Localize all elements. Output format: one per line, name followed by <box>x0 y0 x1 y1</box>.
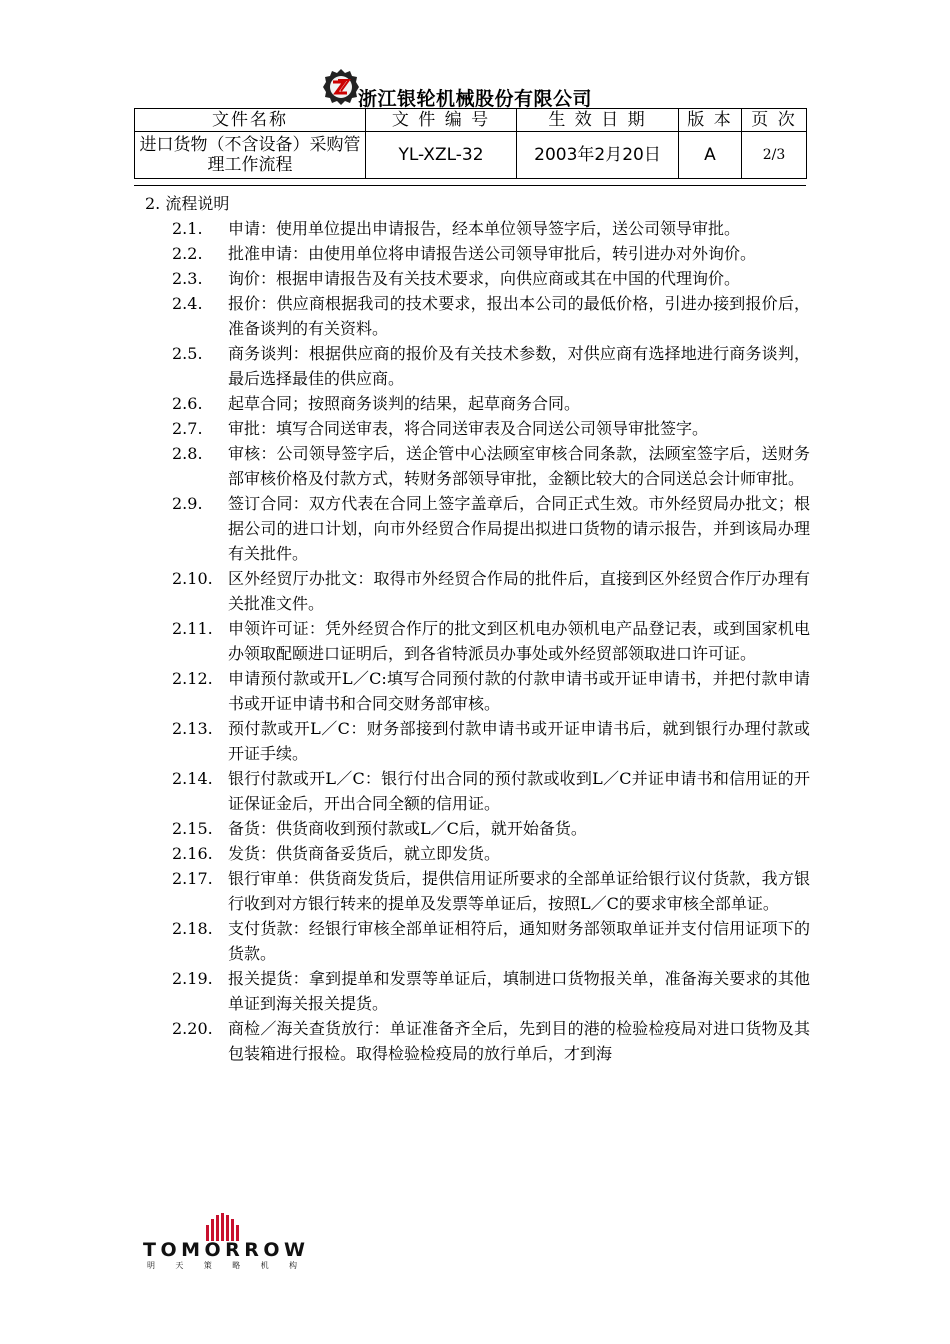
process-step <box>145 216 810 241</box>
step-text: 审核：公司领导签字后，送企管中心法顾室审核合同条款，法顾室签字后，送财务部审核价格及付款方式，转财务部领导审批，金额比较大的合同送总会计师审批。 <box>228 444 810 488</box>
step-text: 发货：供货商备妥货后，就立即发货。 <box>228 844 501 863</box>
step-number: 2.20. <box>172 1019 213 1038</box>
step-number: 2.3. <box>172 269 203 288</box>
step-text: 银行审单：供货商发货后，提供信用证所要求的全部单证给银行议付货款，我方银行收到对方银行转来的提单及发票等单证后，按照L／C的要求审核全部单证。 <box>228 869 810 913</box>
step-number: 2.10. <box>172 569 213 588</box>
process-step <box>145 841 810 866</box>
effective-date-value: 2003年2月20日 <box>517 132 679 179</box>
step-number: 2.13. <box>172 719 213 738</box>
step-number: 2.17. <box>172 869 213 888</box>
info-value-row <box>135 132 807 179</box>
step-text: 申领许可证：凭外经贸合作厅的批文到区机电办领机电产品登记表，或到国家机电办领取配颐进口证明后，到各省特派员办事处或外经贸部领取进口许可证。 <box>228 619 810 663</box>
file-code-value: YL-XZL-32 <box>366 132 517 179</box>
version-value: A <box>679 132 742 179</box>
process-steps-list <box>145 216 810 1066</box>
file-name-value: 进口货物（不含设备）采购管理工作流程 <box>135 132 366 179</box>
process-step <box>145 241 810 266</box>
process-step <box>145 716 810 766</box>
step-number: 2.7. <box>172 419 203 438</box>
tomorrow-logo-icon <box>143 1213 305 1269</box>
process-step <box>145 391 810 416</box>
step-number: 2.15. <box>172 819 213 838</box>
company-name: 浙江银轮机械股份有限公司 <box>358 88 593 110</box>
step-number: 2.5. <box>172 344 203 363</box>
step-number: 2.19. <box>172 969 213 988</box>
step-text: 支付货款：经银行审核全部单证相符后，通知财务部领取单证并支付信用证项下的货款。 <box>228 919 810 963</box>
step-text: 商检／海关查货放行：单证准备齐全后，先到目的港的检验检疫局对进口货物及其包装箱进行报检。取得检验检疫局的放行单后，才到海 <box>228 1019 810 1063</box>
process-step <box>145 766 810 816</box>
process-step <box>145 916 810 966</box>
step-text: 报价：供应商根据我司的技术要求，报出本公司的最低价格，引进办接到报价后，准备谈判的有关资料。 <box>228 294 810 338</box>
process-step <box>145 666 810 716</box>
header-page: 页 次 <box>742 109 807 132</box>
header-file-code: 文 件 编 号 <box>366 109 517 132</box>
step-number: 2.1. <box>172 219 203 238</box>
step-number: 2.4. <box>172 294 203 313</box>
process-step <box>145 616 810 666</box>
process-step <box>145 291 810 341</box>
process-step <box>145 816 810 841</box>
step-text: 申请：使用单位提出申请报告，经本单位领导签字后，送公司领导审批。 <box>228 219 741 238</box>
header-file-name: 文件名称 <box>135 109 366 132</box>
info-header-row <box>135 109 807 132</box>
step-text: 预付款或开L／C：财务部接到付款申请书或开证申请书后，就到银行办理付款或开证手续。 <box>228 719 810 763</box>
step-number: 2.9. <box>172 494 203 513</box>
step-text: 起草合同；按照商务谈判的结果，起草商务合同。 <box>228 394 581 413</box>
process-step <box>145 1016 810 1066</box>
process-section <box>145 191 810 1066</box>
step-number: 2.6. <box>172 394 203 413</box>
process-step <box>145 266 810 291</box>
document-info-table <box>134 108 807 179</box>
step-number: 2.18. <box>172 919 213 938</box>
step-text: 申请预付款或开L／C:填写合同预付款的付款申请书或开证申请书，并把付款申请书或开证申请书和合同交财务部审核。 <box>228 669 810 713</box>
page-value: 2/3 <box>742 132 807 179</box>
step-text: 审批：填写合同送审表，将合同送审表及合同送公司领导审批签字。 <box>228 419 709 438</box>
process-step <box>145 441 810 491</box>
process-step <box>145 491 810 566</box>
section-title: 2. 流程说明 <box>145 194 230 213</box>
step-text: 银行付款或开L／C：银行付出合同的预付款或收到L／C并证申请书和信用证的开证保证金后，开出合同全额的信用证。 <box>228 769 810 813</box>
header-version: 版 本 <box>679 109 742 132</box>
step-number: 2.8. <box>172 444 203 463</box>
step-text: 备货：供货商收到预付款或L／C后，就开始备货。 <box>228 819 587 838</box>
header-effective-date: 生 效 日 期 <box>517 109 679 132</box>
step-number: 2.12. <box>172 669 213 688</box>
step-number: 2.2. <box>172 244 203 263</box>
step-text: 批准申请：由使用单位将申请报告送公司领导审批后，转引进办对外询价。 <box>228 244 757 263</box>
process-step <box>145 566 810 616</box>
header-divider <box>134 185 806 186</box>
document-header <box>0 64 950 108</box>
step-text: 区外经贸厅办批文：取得市外经贸合作局的批件后，直接到区外经贸合作厅办理有关批准文件。 <box>228 569 810 613</box>
company-logo-icon <box>322 68 360 106</box>
process-step <box>145 416 810 441</box>
step-text: 报关提货：拿到提单和发票等单证后，填制进口货物报关单，准备海关要求的其他单证到海关报关提货。 <box>228 969 810 1013</box>
step-number: 2.11. <box>172 619 213 638</box>
logo-subtitle: 明 天 策 略 机 构 <box>147 1261 297 1269</box>
step-number: 2.16. <box>172 844 213 863</box>
step-text: 商务谈判：根据供应商的报价及有关技术参数，对供应商有选择地进行商务谈判，最后选择最佳的供应商。 <box>228 344 810 388</box>
logo-text: TOMORROW <box>143 1239 305 1261</box>
process-step <box>145 866 810 916</box>
step-text: 签订合同：双方代表在合同上签字盖章后，合同正式生效。市外经贸局办批文；根据公司的进口计划，向市外经贸合作局提出拟进口货物的请示报告，并到该局办理有关批件。 <box>228 494 810 563</box>
step-text: 询价：根据申请报告及有关技术要求，向供应商或其在中国的代理询价。 <box>228 269 741 288</box>
process-step <box>145 966 810 1016</box>
step-number: 2.14. <box>172 769 213 788</box>
process-step <box>145 341 810 391</box>
